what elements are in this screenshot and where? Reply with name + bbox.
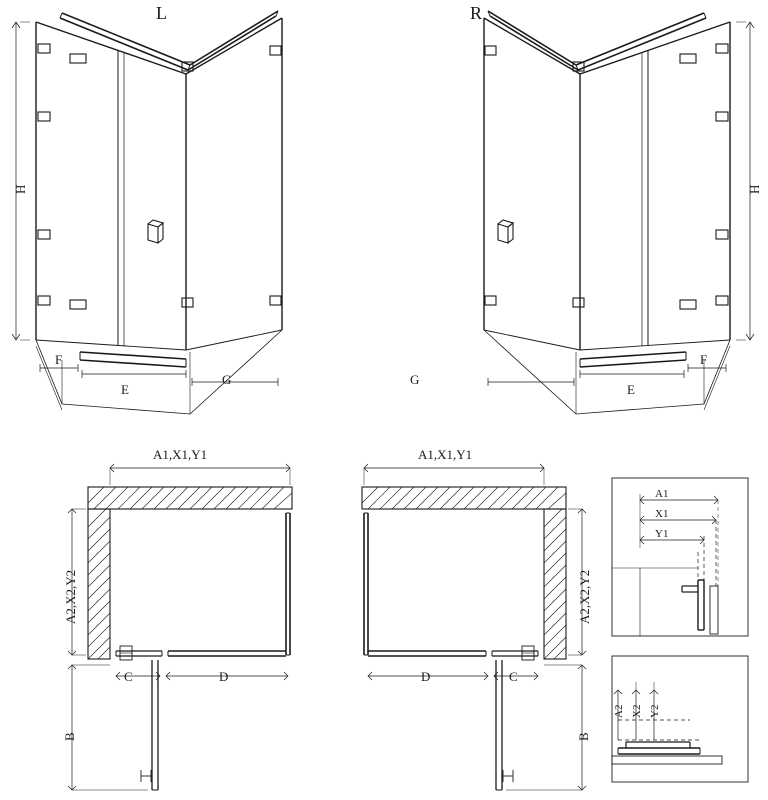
detail-top-dimension-y1: Y1 xyxy=(655,528,669,540)
left-plan-swing-dimension: B xyxy=(62,732,77,741)
right-plan-dimension-c: C xyxy=(509,669,518,684)
left-plan-side-dimension: A2,X2,Y2 xyxy=(63,569,78,624)
right-view-height-label: H xyxy=(747,184,762,194)
left-plan-dimension-c: C xyxy=(124,669,133,684)
right-view-label-g: G xyxy=(410,372,420,387)
left-plan-dimension-d: D xyxy=(219,669,229,684)
right-plan-swing-dimension: B xyxy=(576,732,591,741)
detail-top-dimension-x1: X1 xyxy=(655,508,669,520)
right-plan-view xyxy=(362,464,586,790)
right-view-label-f: F xyxy=(700,352,708,367)
left-view-label-f: F xyxy=(55,352,63,367)
left-view-height-label: H xyxy=(13,184,28,194)
left-plan-view xyxy=(68,464,292,790)
detail-top-dimension-a1: A1 xyxy=(655,488,669,500)
right-plan-side-dimension: A2,X2,Y2 xyxy=(577,569,592,624)
right-isometric-enclosure xyxy=(484,11,754,414)
left-plan-top-dimension: A1,X1,Y1 xyxy=(153,447,208,462)
left-view-label-g: G xyxy=(222,372,232,387)
detail-bottom-dimension-y2: Y2 xyxy=(649,704,661,718)
right-view-label-e: E xyxy=(627,382,635,397)
detail-bottom-dimension-a2: A2 xyxy=(613,704,625,718)
detail-bottom-dimension-x2: X2 xyxy=(631,704,643,718)
detail-bottom-profile xyxy=(612,656,748,782)
right-plan-dimension-d: D xyxy=(421,669,431,684)
right-view-handing-label: R xyxy=(470,3,483,23)
detail-top-profile xyxy=(612,478,748,636)
left-isometric-enclosure xyxy=(12,11,282,414)
left-view-handing-label: L xyxy=(156,3,167,23)
right-plan-top-dimension: A1,X1,Y1 xyxy=(418,447,473,462)
left-view-label-e: E xyxy=(121,382,129,397)
